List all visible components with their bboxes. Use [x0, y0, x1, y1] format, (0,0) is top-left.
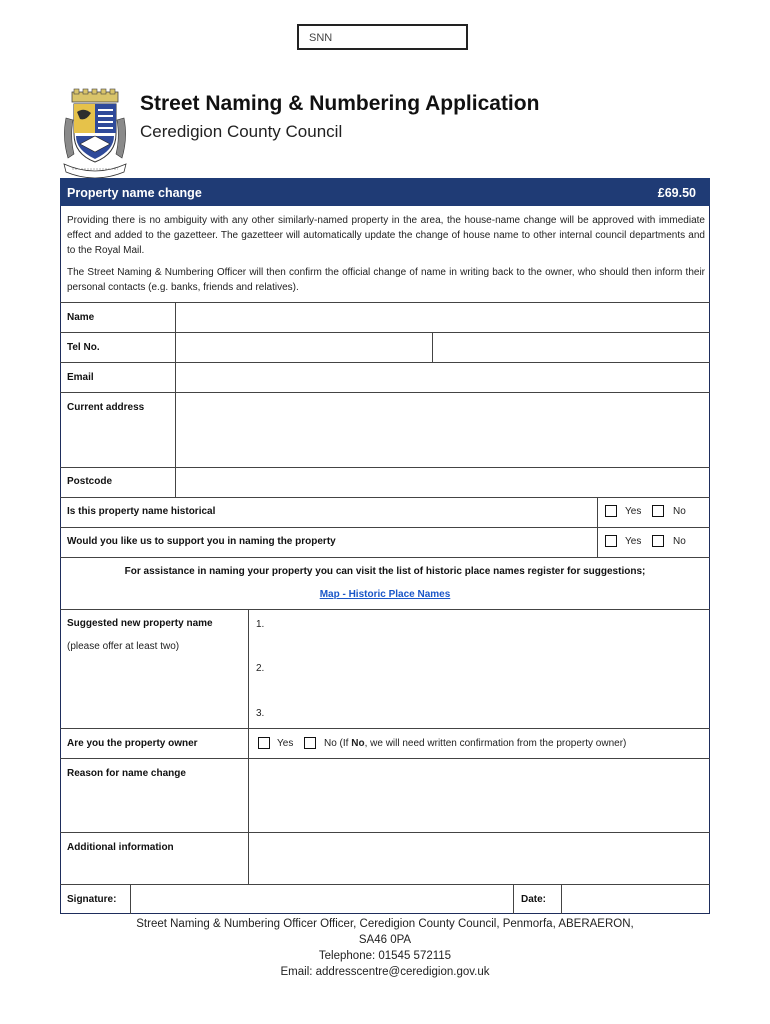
current-address-field[interactable] — [176, 393, 709, 467]
tel-field-1[interactable] — [176, 333, 431, 362]
email-label: Email — [67, 372, 94, 383]
support-yes-label: Yes — [625, 536, 642, 547]
intro-paragraph-1: Providing there is no ambiguity with any other similarly-named property in the area, the house-name change will be approved with immediate effect and added to the gazetteer. The gazetteer will automatically update the change of house name to other internal council departments and to the Royal Mail. — [67, 215, 705, 256]
footer-telephone: Telephone: 01545 572115 — [318, 950, 452, 962]
name-label: Name — [67, 312, 95, 323]
support-no-checkbox[interactable] — [652, 535, 664, 547]
council-crest-logo — [60, 88, 130, 178]
page-title: Street Naming & Numbering Application — [140, 92, 540, 115]
suggestion-3-field[interactable] — [270, 700, 706, 727]
signature-field[interactable] — [131, 885, 512, 914]
section-fee: £69.50 — [657, 186, 696, 200]
historical-yes-label: Yes — [625, 506, 642, 517]
support-yes-checkbox[interactable] — [605, 535, 617, 547]
tel-label: Tel No. — [67, 342, 100, 353]
postcode-field[interactable] — [176, 468, 709, 497]
signature-label: Signature: — [67, 894, 117, 905]
tel-field-2[interactable] — [433, 333, 709, 362]
email-field[interactable] — [176, 363, 709, 392]
suggestion-2-number: 2. — [256, 663, 265, 674]
owner-question-label: Are you the property owner — [67, 738, 198, 749]
footer-line-2: SA46 0PA — [358, 934, 412, 946]
postcode-label: Postcode — [67, 476, 113, 487]
owner-yes-label: Yes — [277, 738, 294, 749]
historical-yes-checkbox[interactable] — [605, 505, 617, 517]
support-no-label: No — [673, 536, 686, 547]
owner-yes-checkbox[interactable] — [258, 737, 270, 749]
date-label: Date: — [521, 894, 547, 905]
suggestion-2-field[interactable] — [270, 656, 706, 692]
owner-no-checkbox[interactable] — [304, 737, 316, 749]
support-question-label: Would you like us to support you in naming the property — [67, 536, 336, 547]
historic-place-names-map-link[interactable]: Map - Historic Place Names — [319, 589, 451, 600]
snn-label: SNN — [309, 32, 333, 44]
historical-question-label: Is this property name historical — [67, 506, 216, 517]
suggestion-3-number: 3. — [256, 708, 265, 719]
current-address-label: Current address — [67, 402, 145, 413]
date-field[interactable] — [562, 885, 709, 914]
suggestion-1-number: 1. — [256, 619, 265, 630]
suggestion-1-field[interactable] — [270, 612, 706, 648]
reason-field[interactable] — [249, 759, 709, 832]
historical-no-checkbox[interactable] — [652, 505, 664, 517]
assistance-text: For assistance in naming your property you can visit the list of historic place names register for suggestions; — [124, 566, 646, 577]
footer-email: Email: addresscentre@ceredigion.gov.uk — [280, 966, 490, 978]
section-header — [60, 178, 710, 206]
suggested-name-label: Suggested new property name — [67, 618, 213, 629]
snn-reference-field[interactable] — [297, 24, 468, 50]
owner-no-label: No (If No, we will need written confirmation from the property owner) — [324, 738, 627, 749]
footer-line-1: Street Naming & Numbering Officer Officer, Ceredigion County Council, Penmorfa, ABERAERON, — [136, 918, 634, 930]
additional-info-field[interactable] — [249, 833, 709, 884]
footer-address — [60, 916, 710, 980]
page-subtitle: Ceredigion County Council — [140, 122, 343, 141]
additional-info-label: Additional information — [67, 842, 174, 853]
section-title: Property name change — [67, 186, 202, 200]
historical-no-label: No — [673, 506, 686, 517]
reason-label: Reason for name change — [67, 768, 186, 779]
name-field[interactable] — [176, 303, 709, 332]
suggested-name-note: (please offer at least two) — [67, 641, 180, 652]
intro-paragraph-2: The Street Naming & Numbering Officer will then confirm the official change of name in writing back to the owner, who should then inform their personal contacts (e.g. banks, friends and relatives). — [67, 267, 705, 293]
